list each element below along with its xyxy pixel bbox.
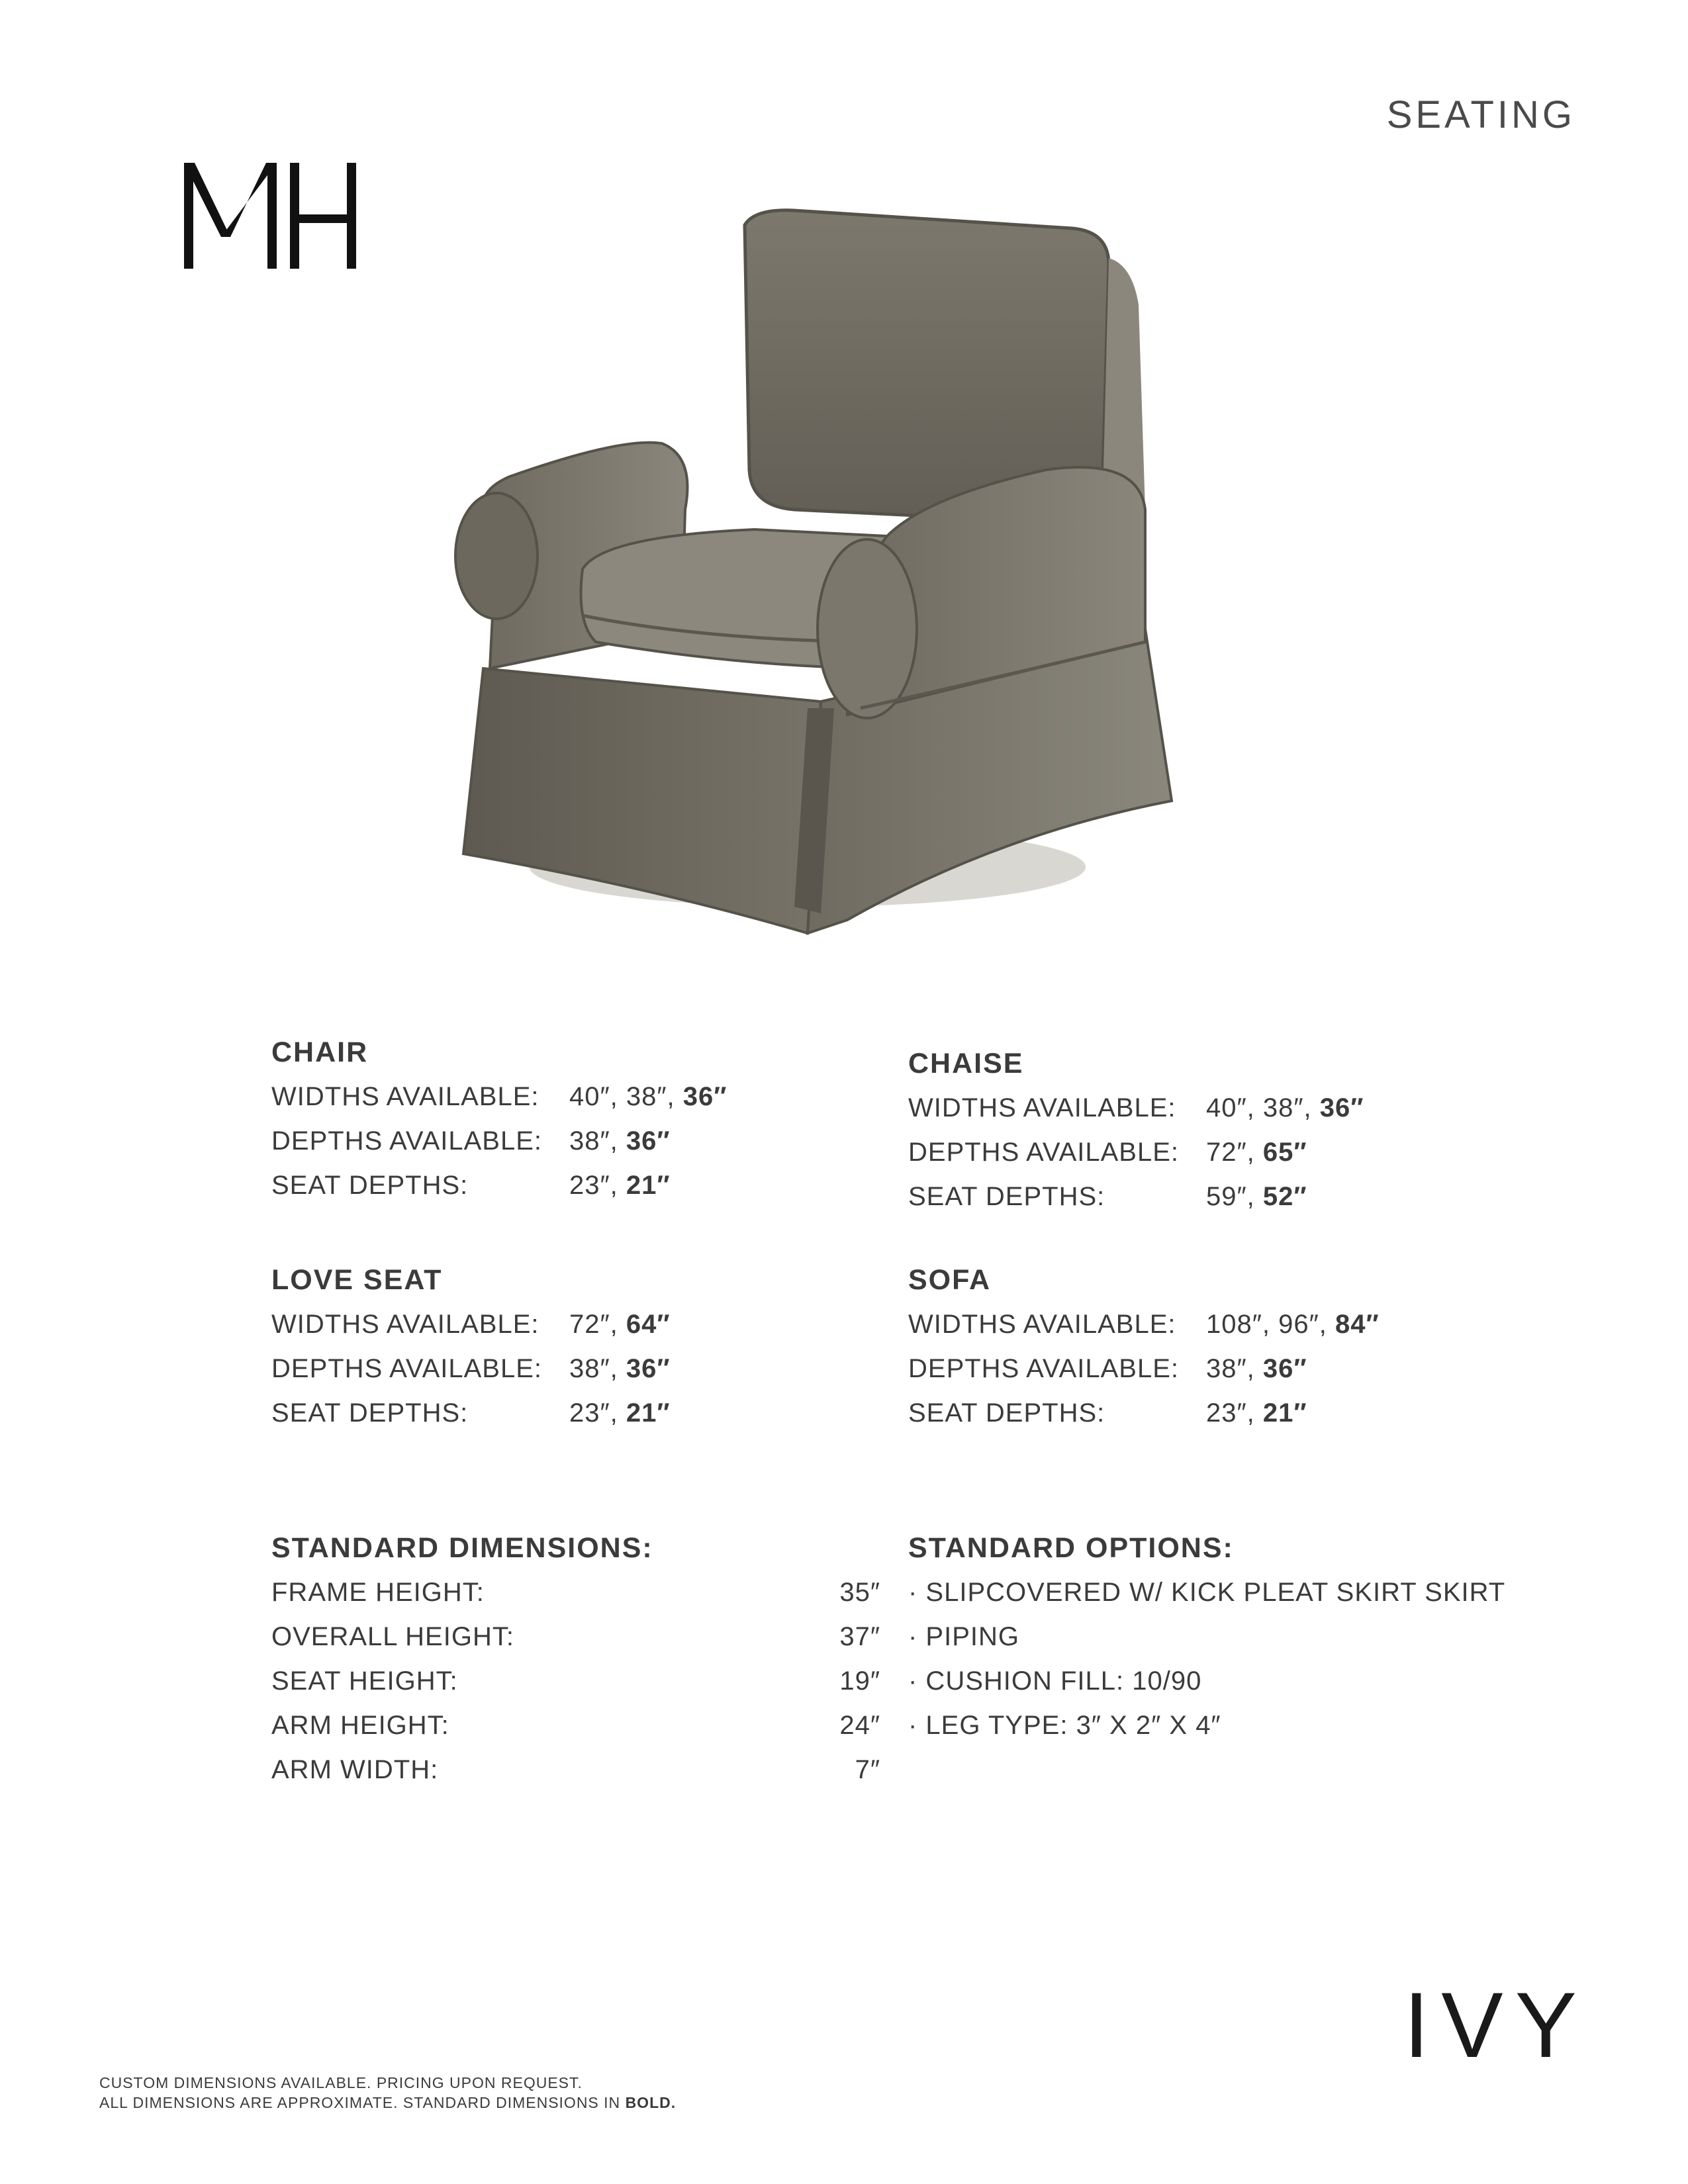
standard-value: 36″: [626, 1354, 671, 1383]
spec-label: ARM HEIGHT:: [271, 1711, 449, 1740]
footnote-bold: BOLD.: [625, 2094, 677, 2111]
standard-value: 36″: [1319, 1093, 1364, 1122]
spec-row: [271, 1347, 671, 1391]
standard-value: 84″: [1335, 1310, 1380, 1339]
standard-value: 36″: [626, 1126, 671, 1156]
spec-label: SEAT DEPTHS:: [908, 1182, 1105, 1211]
spec-chair: [271, 1030, 727, 1208]
spec-title: SOFA: [908, 1264, 992, 1296]
spec-chaise: [908, 1041, 1364, 1219]
spec-label: SEAT DEPTHS:: [271, 1171, 469, 1200]
spec-label: SEAT DEPTHS:: [908, 1398, 1105, 1428]
spec-value: 59″, 52″: [1206, 1182, 1307, 1211]
spec-label: DEPTHS AVAILABLE:: [271, 1354, 543, 1383]
option-item: · CUSHION FILL: 10/90: [908, 1666, 1202, 1696]
spec-value: 38″, 36″: [569, 1354, 671, 1383]
spec-value: 23″, 21″: [569, 1398, 671, 1428]
spec-row: [271, 1391, 671, 1435]
spec-value: 38″, 36″: [569, 1126, 671, 1156]
spec-title: CHAISE: [908, 1048, 1024, 1079]
spec-title: STANDARD OPTIONS:: [908, 1532, 1234, 1564]
dimension-row: [271, 1570, 880, 1615]
standard-dimensions: [271, 1525, 880, 1792]
standard-value: 21″: [626, 1171, 671, 1200]
spec-label: WIDTHS AVAILABLE:: [908, 1093, 1176, 1122]
spec-row: [908, 1086, 1364, 1130]
spec-label: SEAT HEIGHT:: [271, 1666, 458, 1696]
spec-label: OVERALL HEIGHT:: [271, 1622, 514, 1651]
spec-value: 40″, 38″, 36″: [569, 1082, 727, 1111]
spec-label: FRAME HEIGHT:: [271, 1578, 485, 1607]
spec-value: 72″, 65″: [1206, 1138, 1307, 1167]
standard-value: 52″: [1262, 1182, 1307, 1211]
spec-row: [908, 1391, 1307, 1435]
spec-value: 24″: [839, 1711, 880, 1740]
spec-title: LOVE SEAT: [271, 1264, 443, 1296]
option-item: · PIPING: [908, 1622, 1020, 1651]
spec-sofa: [908, 1257, 1380, 1435]
footnote: [99, 2073, 676, 2113]
footnote-line-1: CUSTOM DIMENSIONS AVAILABLE. PRICING UPON REQUEST.: [99, 2074, 583, 2091]
dimension-row: [271, 1748, 880, 1792]
spec-label: DEPTHS AVAILABLE:: [908, 1354, 1180, 1383]
spec-value: 23″, 21″: [569, 1171, 671, 1200]
spec-value: 35″: [839, 1578, 880, 1607]
spec-love-seat: [271, 1257, 671, 1435]
spec-label: WIDTHS AVAILABLE:: [271, 1082, 539, 1111]
spec-value: 23″, 21″: [1206, 1398, 1307, 1428]
standard-value: 36″: [682, 1082, 727, 1111]
spec-value: 38″, 36″: [1206, 1354, 1307, 1383]
standard-value: 64″: [626, 1310, 671, 1339]
spec-row: [908, 1347, 1307, 1391]
dimension-row: [271, 1615, 880, 1659]
spec-label: WIDTHS AVAILABLE:: [908, 1310, 1176, 1339]
spec-value: 72″, 64″: [569, 1310, 671, 1339]
standard-options: [908, 1525, 1505, 1748]
spec-value: 40″, 38″, 36″: [1206, 1093, 1364, 1122]
standard-value: 21″: [626, 1398, 671, 1428]
spec-title: CHAIR: [271, 1036, 369, 1068]
spec-row: [271, 1163, 671, 1208]
spec-row: [908, 1130, 1307, 1175]
spec-row: [271, 1302, 671, 1347]
spec-value: 37″: [839, 1622, 880, 1651]
spec-value: 19″: [839, 1666, 880, 1696]
product-name: IVY: [1403, 1973, 1589, 2077]
spec-value: 7″: [855, 1755, 880, 1784]
spec-label: ARM WIDTH:: [271, 1755, 439, 1784]
spec-row: [908, 1175, 1307, 1219]
spec-label: DEPTHS AVAILABLE:: [271, 1126, 543, 1156]
spec-row: [271, 1119, 671, 1163]
brand-logo: [184, 158, 359, 270]
spec-label: WIDTHS AVAILABLE:: [271, 1310, 539, 1339]
option-item: · LEG TYPE: 3″ X 2″ X 4″: [908, 1711, 1221, 1740]
dimension-row: [271, 1704, 880, 1748]
standard-value: 21″: [1262, 1398, 1307, 1428]
page-category: SEATING: [1386, 93, 1575, 136]
spec-row: [271, 1075, 727, 1119]
standard-value: 36″: [1262, 1354, 1307, 1383]
standard-value: 65″: [1262, 1138, 1307, 1167]
footnote-line-2: ALL DIMENSIONS ARE APPROXIMATE. STANDARD DIMENSIONS IN BOLD.: [99, 2094, 677, 2111]
spec-label: DEPTHS AVAILABLE:: [908, 1138, 1180, 1167]
option-item: · SLIPCOVERED W/ KICK PLEAT SKIRT SKIRT: [908, 1578, 1506, 1607]
spec-value: 108″, 96″, 84″: [1206, 1310, 1380, 1339]
spec-title: STANDARD DIMENSIONS:: [271, 1532, 653, 1564]
product-photo: [384, 165, 1284, 993]
spec-row: [908, 1302, 1380, 1347]
spec-label: SEAT DEPTHS:: [271, 1398, 469, 1428]
dimension-row: [271, 1659, 880, 1704]
